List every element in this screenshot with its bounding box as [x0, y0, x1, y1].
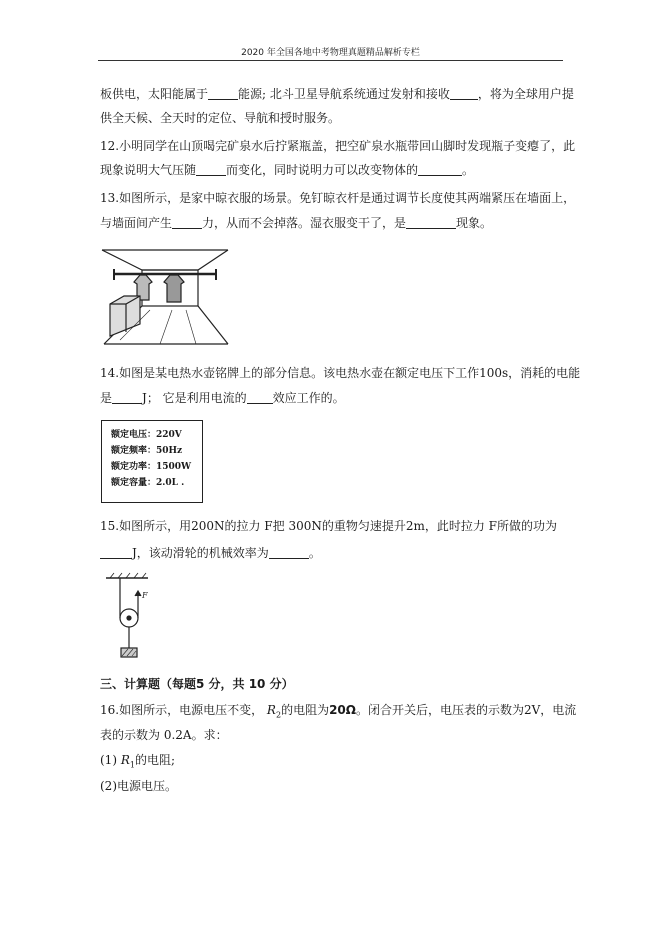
q16-r2-symbol: R: [266, 703, 276, 717]
nameplate-frequency: 额定频率：50Hz: [111, 446, 183, 456]
q14-text-c: 效应工作的。: [272, 391, 345, 405]
q15-text-a: J，该动滑轮的机械效率为: [132, 546, 269, 560]
q11-blank-2: [450, 87, 478, 100]
q14-blank-2: [247, 391, 273, 404]
q16-text-a: 16.如图所示，电源电压不变，: [100, 703, 264, 717]
q16-r1-symbol: R: [120, 753, 130, 767]
q12-line-1: 12.小明同学在山顶喝完矿泉水后拧紧瓶盖，把空矿泉水瓶带回山脚时发现瓶子变瘪了，此: [100, 139, 576, 153]
q16-text-b: 的电阻为: [281, 703, 330, 717]
header-divider: [98, 60, 563, 61]
q13-blank-1: [172, 216, 202, 229]
q14-text-a: 是: [100, 391, 113, 405]
q14-line-1: 14.如图是某电热水壶铭牌上的部分信息。该电热水壶在额定电压下工作100s，消耗的电能: [100, 366, 581, 380]
section-3-title: 三、计算题（每题5 分，共 10 分）: [100, 677, 294, 691]
q12-blank-1: [196, 163, 226, 176]
q11-blank-1: [208, 87, 238, 100]
q13-blank-2: [406, 216, 456, 229]
q15-blank-1: [100, 546, 132, 559]
q15-line-1: 15.如图所示，用200N的拉力 F把 300N的重物匀速提升2m，此时拉力 F所做的功为: [100, 519, 558, 533]
q15-blank-2: [269, 546, 309, 559]
q16-sub1-prefix: (1): [100, 753, 121, 767]
clothes-rack-figure: [100, 248, 230, 346]
q12-line-2: [100, 162, 474, 178]
page-header: 2020 年全国各地中考物理真题精品解析专栏: [241, 48, 420, 58]
q11-line-1: [100, 86, 574, 102]
q12-text-b: 而变化，同时说明力可以改变物体的: [226, 163, 419, 177]
nameplate-voltage: 额定电压：220V: [111, 430, 182, 440]
movable-pulley-figure: [102, 572, 158, 662]
q16-sub1-text: 的电阻;: [134, 753, 175, 767]
q16-line-2: 表的示数为 0.2A。求：: [100, 728, 228, 742]
q16-sub-2: (2)电源电压。: [100, 779, 177, 793]
q16-line-1: [100, 702, 576, 723]
q14-text-b: J； 它是利用电流的: [142, 391, 247, 405]
q11-text-b: 能源; 北斗卫星导航系统通过发射和接收: [238, 87, 450, 101]
q16-resistance-value: 20Ω: [329, 703, 356, 717]
q14-blank-1: [112, 391, 142, 404]
q16-text-c: 。闭合开关后，电压表的示数为2V，电流: [355, 703, 577, 717]
q15-line-2: [100, 545, 321, 561]
q14-line-2: [100, 390, 345, 406]
kettle-nameplate: [101, 420, 203, 503]
q12-blank-2: [418, 163, 462, 176]
q13-line-2: [100, 215, 492, 231]
q13-text-a: 与墙面间产生: [100, 216, 173, 230]
q13-text-c: 现象。: [456, 216, 493, 230]
q16-r2-subscript: 2: [275, 710, 282, 720]
q11-text-a: 板供电，太阳能属于: [100, 87, 209, 101]
q15-text-b: 。: [308, 546, 321, 560]
q13-text-b: 力，从而不会掉落。湿衣服变干了，是: [202, 216, 407, 230]
q12-text-c: 。: [462, 163, 475, 177]
force-label: F: [142, 591, 148, 600]
q12-text-a: 现象说明大气压随: [100, 163, 197, 177]
q11-line-2: 供全天候、全天时的定位、导航和授时服务。: [100, 111, 341, 125]
nameplate-power: 额定功率：1500W: [111, 462, 192, 472]
q16-r1-subscript: 1: [129, 760, 135, 770]
nameplate-capacity: 额定容量：2.0L .: [111, 478, 185, 488]
q16-sub-1: [100, 752, 175, 773]
q13-line-1: 13.如图所示，是家中晾衣服的场景。免钉晾衣杆是通过调节长度使其两端紧压在墙面上，: [100, 191, 576, 205]
q11-text-c: ，将为全球用户提: [477, 87, 574, 101]
